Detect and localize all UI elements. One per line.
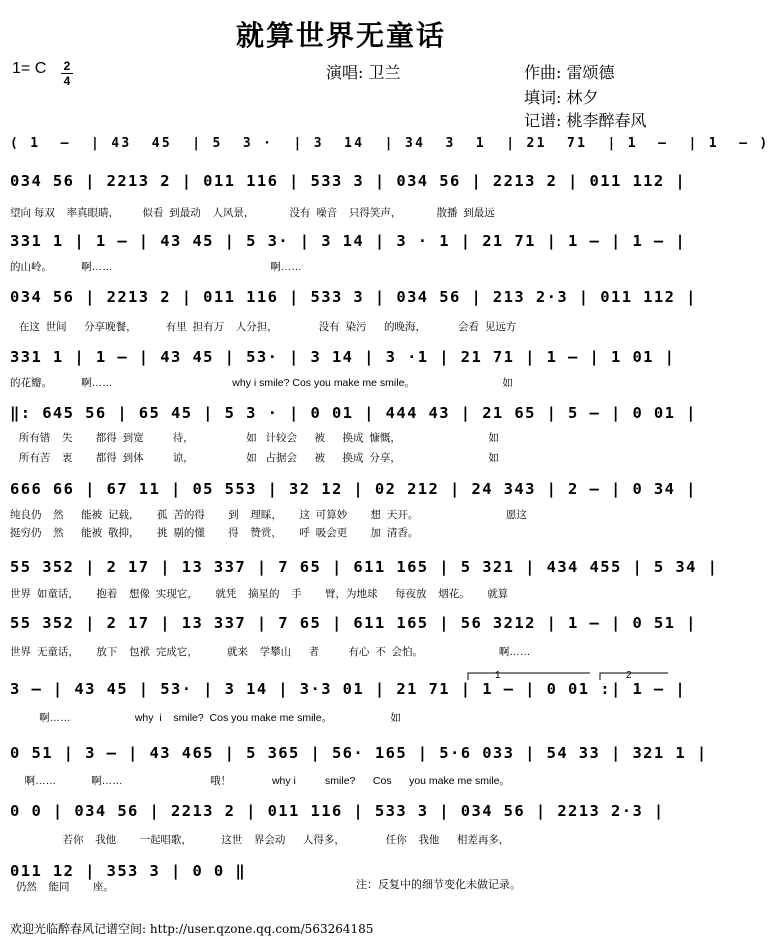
transcriber-note: 注：反复中的细节变化未做记录。 xyxy=(356,879,521,891)
notation-line: 55 352 | 2 17 | 13 337 | 7 65 | 611 165 | 5 321 | 434 455 | 5 34 | xyxy=(10,558,719,576)
lyric-line: 望向 每双 率真眼睛， 似看 到最动 人风景， 没有 噪音 只得笑声， 散播 到最远 xyxy=(10,207,495,219)
notation-line: 666 66 | 67 11 | 05 553 | 32 12 | 02 212 | 24 343 | 2 – | 0 34 | xyxy=(10,480,697,498)
notation-line: 034 56 | 2213 2 | 011 116 | 533 3 | 034 56 | 213 2·3 | 011 112 | xyxy=(10,288,697,306)
lyric-line: 世界 无童话， 放下 包袱 完成它， 就来 学攀山 者 有心 不 会怕。 啊…… xyxy=(10,646,531,658)
song-title: 就算世界无童话 xyxy=(235,19,446,52)
notation-line: 3 – | 43 45 | 53· | 3 14 | 3·3 01 | 21 71 | 1 – | 0 01 :| 1 – | xyxy=(10,680,687,698)
lyric-line: 世界 如童话， 抱着 想像 实现它， 就凭 摘星的 手 臂，为地球 每夜放 烟花。 就算 xyxy=(10,588,509,600)
notation-line: 0 0 | 034 56 | 2213 2 | 011 116 | 533 3 | 034 56 | 2213 2·3 | xyxy=(10,802,665,820)
composer: 作曲: 雷颂德 xyxy=(524,63,615,82)
time-signature-top: 2 xyxy=(63,59,71,73)
volta-1-label: 1 xyxy=(495,670,501,681)
lyric-line: 在这 世间 分享晚餐， 有里 担有万 人分担， 没有 染污 的晚海， 会看 见远方 xyxy=(10,321,517,333)
time-signature-bottom: 4 xyxy=(63,74,71,88)
lyric-line: 所有错 失 都得 到宽 待， 如 计较会 被 换成 慷慨， 如 xyxy=(10,432,499,444)
volta-brackets xyxy=(468,673,668,680)
notation-line: 55 352 | 2 17 | 13 337 | 7 65 | 611 165 | 56 3212 | 1 – | 0 51 | xyxy=(10,614,697,632)
footer-credit: 欢迎光临醉春风记谱空间: http://user.qzone.qq.com/563264185 xyxy=(10,922,374,936)
lyric-line: 啊…… 啊…… 哦！ why i smile? Cos you make me smile。 xyxy=(10,775,511,787)
lyric-line: 挺穷仍 然 能被 敬抑， 挑 剔的懂 得 赞赏， 呼 吸会更 加 清香。 xyxy=(10,527,419,539)
lyric-line: 若你 我他 一起唱歌， 这世 界会动 人得多， 任你 我他 相差再多， xyxy=(10,834,510,846)
lyric-line: 的花瓣。 啊…… why i smile? Cos you make me smile。 如 xyxy=(10,377,513,389)
notation-line: 034 56 | 2213 2 | 011 116 | 533 3 | 034 56 | 2213 2 | 011 112 | xyxy=(10,172,687,190)
lyricist: 填词: 林夕 xyxy=(524,88,599,107)
notation-line: ‖: 645 56 | 65 45 | 5 3 · | 0 01 | 444 43 | 21 65 | 5 – | 0 01 | xyxy=(10,404,697,422)
singer: 演唱: 卫兰 xyxy=(326,63,401,82)
lyric-line: 的山岭。 啊…… 啊…… xyxy=(10,261,302,273)
notation-line: 331 1 | 1 – | 43 45 | 5 3· | 3 14 | 3 · 1 | 21 71 | 1 – | 1 – | xyxy=(10,232,687,250)
time-signature xyxy=(61,60,73,87)
lyric-line: 仍然 能同 座。 xyxy=(10,881,114,893)
notation-line: 0 51 | 3 – | 43 465 | 5 365 | 56· 165 | 5·6 033 | 54 33 | 321 1 | xyxy=(10,744,708,762)
volta-2-label: 2 xyxy=(626,670,632,681)
key-signature: 1= C xyxy=(12,60,47,77)
lyric-line: 纯良仍 然 能被 记载， 孤 苦的得 到 理睬， 这 可算妙 想 天开。 愿这 xyxy=(10,509,527,521)
transcriber: 记谱: 桃李醉春风 xyxy=(524,111,647,130)
lyric-line: 啊…… why i smile? Cos you make me smile。 如 xyxy=(10,712,401,724)
notation-line: 011 12 | 353 3 | 0 0 ‖ xyxy=(10,862,247,880)
lyric-line: 所有苦 衷 都得 到体 谅， 如 占据会 被 换成 分享， 如 xyxy=(10,452,499,464)
notation-line: ( 1 – | 43 45 | 5 3 · | 3 14 | 34 3 1 | 21 71 | 1 – | 1 – ) xyxy=(10,136,770,151)
notation-line: 331 1 | 1 – | 43 45 | 53· | 3 14 | 3 ·1 | 21 71 | 1 – | 1 01 | xyxy=(10,348,676,366)
